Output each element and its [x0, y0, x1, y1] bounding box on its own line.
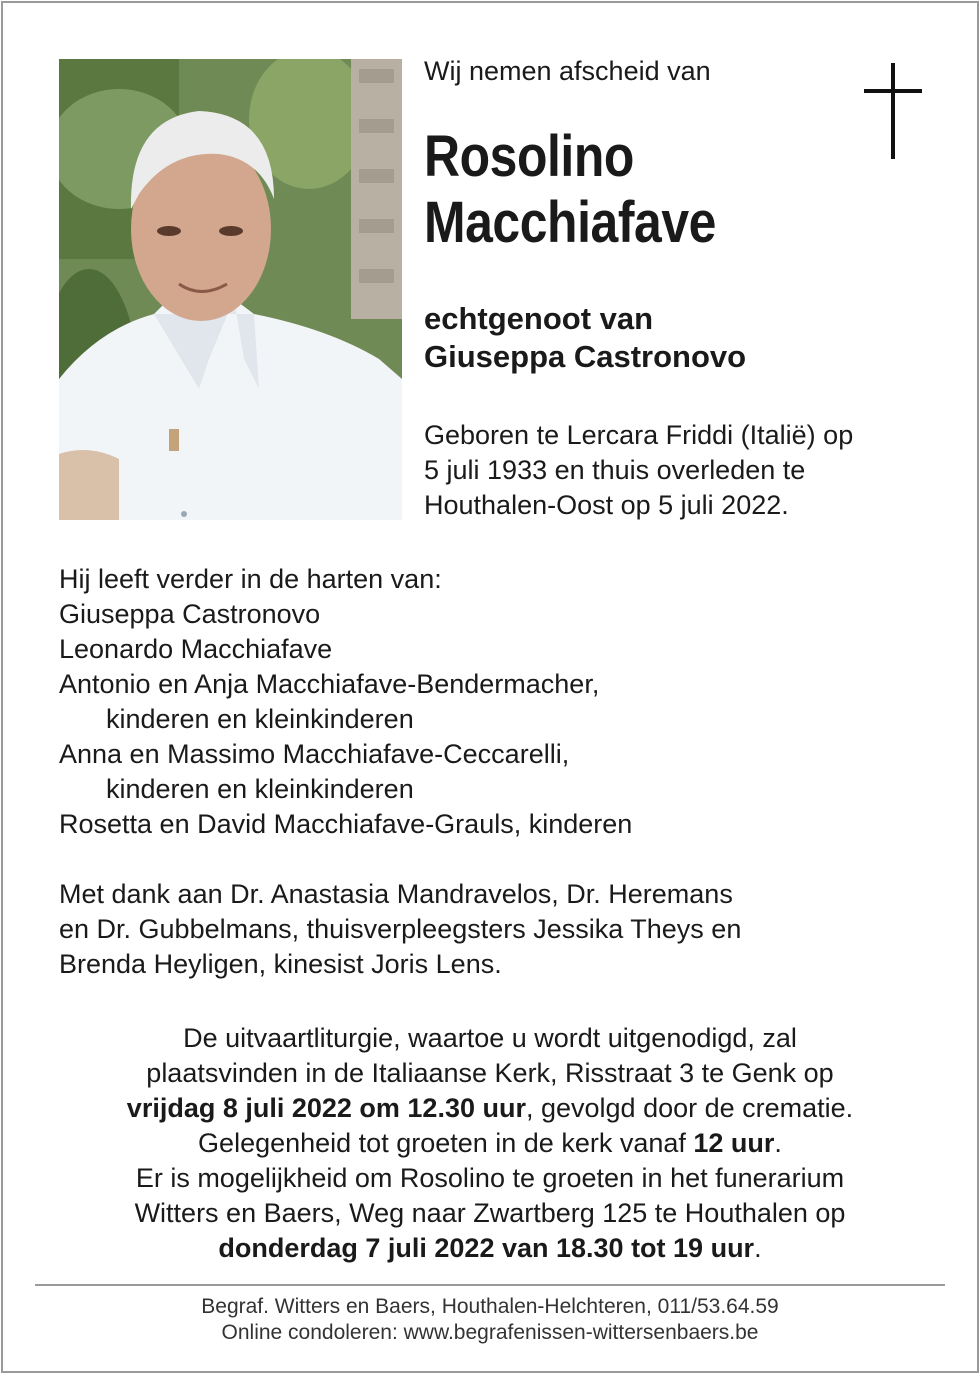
- funeral-datetime: vrijdag 8 juli 2022 om 12.30 uur: [126, 1093, 526, 1123]
- mourner-line: Rosetta en David Macchiafave-Grauls, kinderen: [59, 809, 633, 839]
- intro-text: Wij nemen afscheid van: [424, 56, 711, 86]
- condolence-link[interactable]: Online condoleren: www.begrafenissen-wittersenbaers.be: [221, 1321, 759, 1344]
- mourner-line: Anna en Massimo Macchiafave-Ceccarelli,: [59, 739, 570, 769]
- mourners-heading: Hij leeft verder in de harten van:: [59, 564, 442, 594]
- ceremony-line: vrijdag 8 juli 2022 om 12.30 uur, gevolgd door de crematie.: [126, 1093, 854, 1123]
- ceremony-info: [40, 1021, 940, 1266]
- mourner-line: Giuseppa Castronovo: [59, 599, 321, 629]
- mourner-line: Antonio en Anja Macchiafave-Bendermacher,: [59, 669, 600, 699]
- funeral-home-contact: Begraf. Witters en Baers, Houthalen-Helchteren, 011/53.64.59: [201, 1295, 779, 1318]
- thanks-line: Brenda Heyligen, kinesist Joris Lens.: [59, 949, 502, 979]
- thanks-paragraph: [59, 877, 939, 982]
- thanks-line: en Dr. Gubbelmans, thuisverpleegsters Jessika Theys en: [59, 914, 742, 944]
- portrait-photo: [59, 59, 402, 520]
- footer: [40, 1294, 940, 1346]
- ceremony-line: Er is mogelijkheid om Rosolino te groeten in het funerarium: [135, 1163, 845, 1193]
- cross-icon: [864, 63, 922, 159]
- spouse-name: Giuseppa Castronovo: [424, 339, 747, 374]
- spouse-block: [424, 300, 746, 376]
- birth-line: 5 juli 1933 en thuis overleden te: [424, 455, 806, 485]
- birth-line: Houthalen-Oost op 5 juli 2022.: [424, 490, 789, 520]
- first-name: Rosolino: [424, 124, 634, 189]
- ceremony-line: De uitvaartliturgie, waartoe u wordt uitgenodigd, zal: [183, 1023, 797, 1053]
- ceremony-line: Gelegenheid tot groeten in de kerk vanaf 12 uur.: [198, 1128, 782, 1158]
- mourner-line: kinderen en kleinkinderen: [106, 704, 414, 734]
- birth-line: Geboren te Lercara Friddi (Italië) op: [424, 420, 854, 450]
- mourners-list: [59, 562, 632, 842]
- greeting-time: 12 uur: [693, 1128, 775, 1158]
- mourner-line: kinderen en kleinkinderen: [106, 774, 414, 804]
- spouse-label: echtgenoot van: [424, 301, 654, 336]
- birth-death-info: [424, 418, 944, 523]
- visitation-datetime: donderdag 7 juli 2022 van 18.30 tot 19 uur: [218, 1233, 755, 1263]
- ceremony-line: plaatsvinden in de Italiaanse Kerk, Risstraat 3 te Genk op: [146, 1058, 834, 1088]
- last-name: Macchiafave: [424, 190, 716, 255]
- footer-divider: [35, 1284, 945, 1286]
- ceremony-line: Witters en Baers, Weg naar Zwartberg 125 te Houthalen op: [134, 1198, 846, 1228]
- thanks-line: Met dank aan Dr. Anastasia Mandravelos, Dr. Heremans: [59, 879, 733, 909]
- mourner-line: Leonardo Macchiafave: [59, 634, 333, 664]
- deceased-name: [424, 124, 716, 256]
- ceremony-line: donderdag 7 juli 2022 van 18.30 tot 19 uur.: [218, 1233, 762, 1263]
